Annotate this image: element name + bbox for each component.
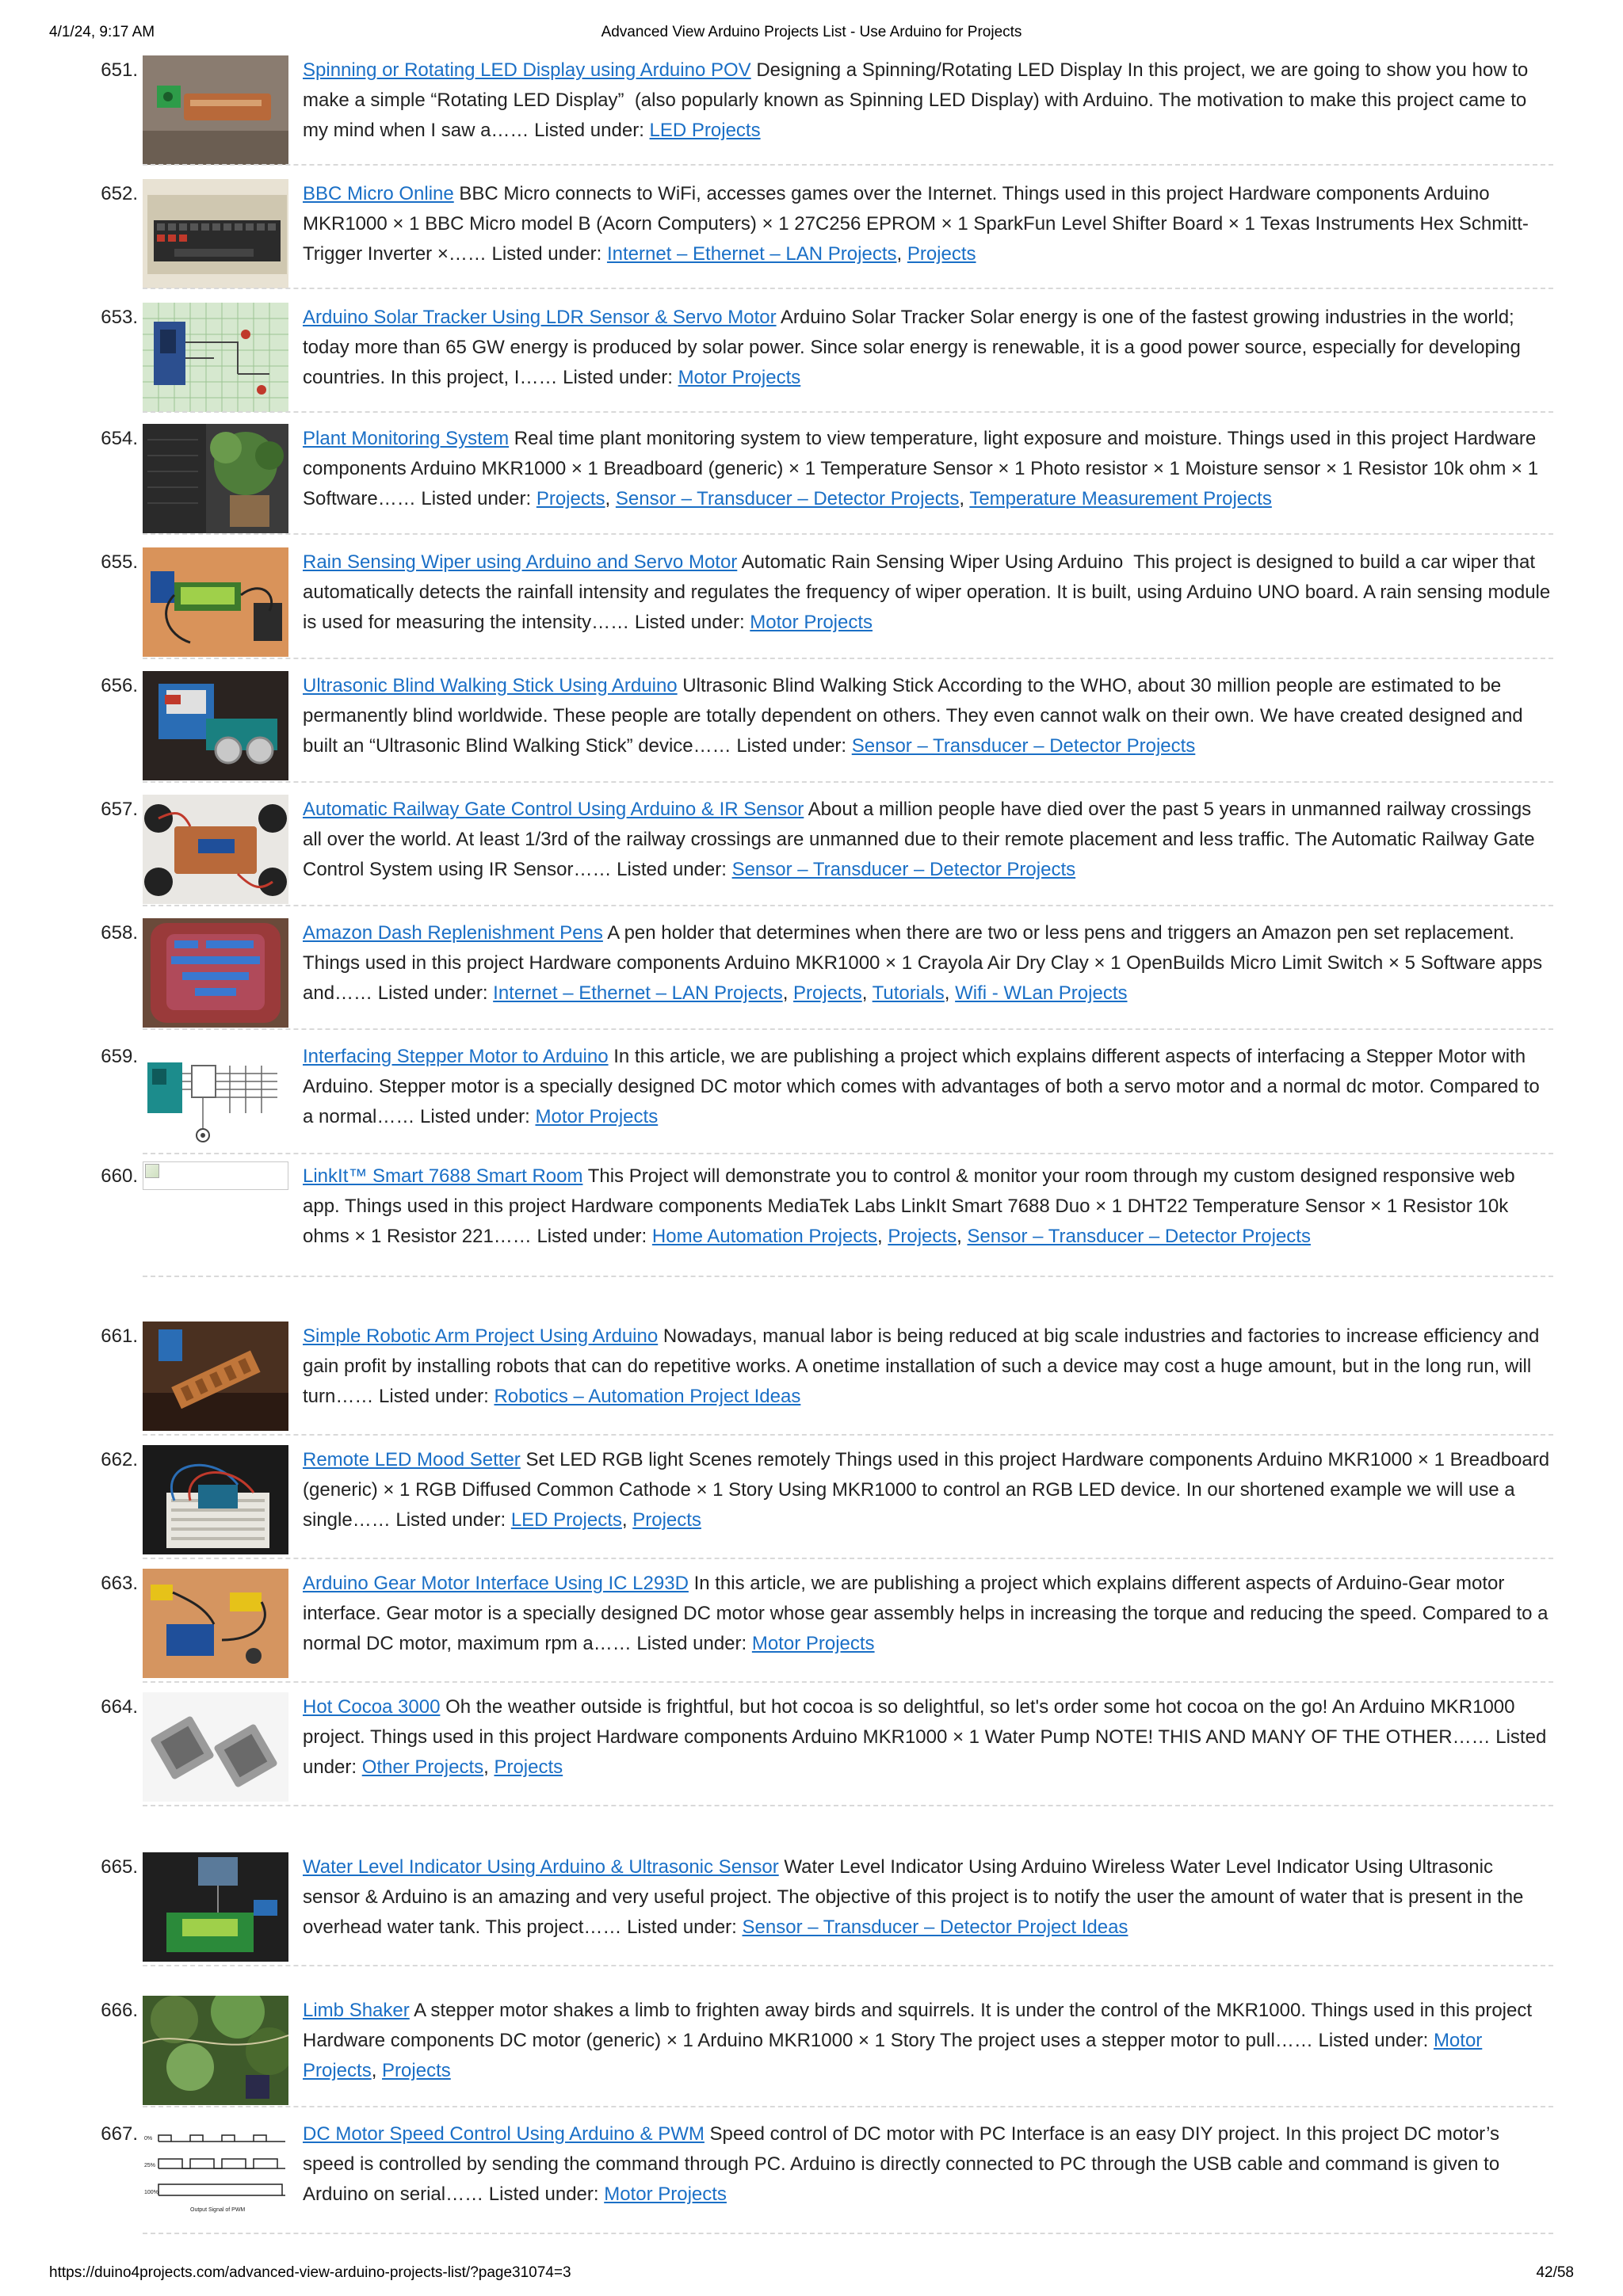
- category-link[interactable]: Projects: [907, 243, 976, 265]
- item-text: [303, 1852, 1553, 1943]
- item-text: [303, 918, 1553, 1009]
- project-thumbnail[interactable]: [143, 1322, 288, 1431]
- project-description: A pen holder that determines when there are two or less pens and triggers an Amazon pen set replacement. Things used in this project Hardware components Arduino MKR1000 × 1 Crayola Air Dry Clay × 1 OpenBuilds Micro Limit Switch × 5 Software apps and……: [303, 922, 1543, 1004]
- category-link[interactable]: Sensor – Transducer – Detector Projects: [615, 488, 960, 509]
- item-divider: [143, 533, 1553, 535]
- project-title-link[interactable]: Limb Shaker: [303, 2000, 410, 2021]
- project-description: In this article, we are publishing a project which explains different aspects of Arduino-Gear motor interface. Gear motor is a specially designed DC motor whose gear assembly helps in increasing the torque and reducing the speed. Compared to a normal DC motor, maximum rpm a……: [303, 1573, 1549, 1654]
- listed-under-label: Listed under:: [491, 243, 607, 265]
- item-number: 654.: [101, 428, 138, 449]
- broken-image-icon: [145, 1164, 159, 1178]
- category-separator: ,: [861, 982, 873, 1004]
- listed-under-label: Listed under:: [537, 1226, 652, 1247]
- listed-under-label: Listed under:: [534, 120, 650, 141]
- listed-under-label: Listed under:: [395, 1509, 511, 1531]
- item-divider: [143, 1153, 1553, 1154]
- category-link[interactable]: Tutorials: [872, 982, 945, 1004]
- item-divider: [143, 1558, 1553, 1559]
- project-description: Set LED RGB light Scenes remotely Things used in this project Hardware components Arduino MKR1000 × 1 Breadboard (generic) × 1 RGB Diffused Common Cathode × 1 Story Using MKR1000 to control an RGB LED device. In our shortened example we will use a single……: [303, 1449, 1550, 1531]
- category-separator: ,: [782, 982, 794, 1004]
- category-link[interactable]: LED Projects: [649, 120, 761, 141]
- listed-under-label: Listed under:: [488, 2183, 605, 2205]
- category-separator: ,: [896, 243, 907, 265]
- category-separator: ,: [877, 1226, 888, 1247]
- project-description: Automatic Rain Sensing Wiper Using Arduino This project is designed to build a car wiper that automatically detects the rainfall intensity and regulates the frequency of wiper operation. It is built, using Arduino UNO board. A rain sensing module is used for measuring the intensity……: [303, 551, 1551, 633]
- svg-text:25%: 25%: [144, 2163, 156, 2168]
- project-thumbnail[interactable]: [143, 1692, 288, 1802]
- project-description: BBC Micro connects to WiFi, accesses games over the Internet. Things used in this project Hardware components Arduino MKR1000 × 1 BBC Micro model B (Acorn Computers) × 1 27C256 EPROM × 1 SparkFun Level Shifter Board × 1 Texas Instruments Hex Schmitt-Trigger Inverter ×……: [303, 183, 1529, 265]
- category-separator: ,: [957, 1226, 968, 1247]
- project-thumbnail[interactable]: [143, 1161, 288, 1190]
- item-text: [303, 424, 1553, 514]
- project-title-link[interactable]: Arduino Solar Tracker Using LDR Sensor & Servo Motor: [303, 307, 777, 328]
- item-number: 656.: [101, 675, 138, 696]
- project-description: Ultrasonic Blind Walking Stick According to the WHO, about 30 million people are estimated to be permanently blind worldwide. These people are totally dependent on others. They even cannot walk on their own. We have created designed and built an “Ultrasonic Blind Walking Stick” device……: [303, 675, 1523, 757]
- item-number: 652.: [101, 183, 138, 204]
- item-number: 661.: [101, 1325, 138, 1347]
- item-text: [303, 1161, 1553, 1252]
- category-separator: ,: [483, 1756, 495, 1778]
- category-separator: ,: [371, 2060, 383, 2081]
- item-divider: [143, 288, 1553, 289]
- project-thumbnail[interactable]: [143, 303, 288, 412]
- project-title-link[interactable]: Rain Sensing Wiper using Arduino and Servo Motor: [303, 551, 738, 573]
- item-number: 655.: [101, 551, 138, 573]
- project-title-link[interactable]: BBC Micro Online: [303, 183, 454, 204]
- project-title-link[interactable]: Hot Cocoa 3000: [303, 1696, 441, 1718]
- category-link[interactable]: Internet – Ethernet – LAN Projects: [606, 243, 897, 265]
- category-link[interactable]: Temperature Measurement Projects: [969, 488, 1272, 509]
- category-separator: ,: [959, 488, 970, 509]
- item-divider: [143, 1965, 1553, 1966]
- project-title-link[interactable]: Spinning or Rotating LED Display using Arduino POV: [303, 59, 751, 81]
- item-text: [303, 1042, 1553, 1132]
- project-title-link[interactable]: Remote LED Mood Setter: [303, 1449, 521, 1470]
- item-text: [303, 671, 1553, 761]
- item-divider: [143, 1276, 1553, 1277]
- item-divider: [143, 1805, 1553, 1806]
- category-link[interactable]: Motor Projects: [751, 1633, 875, 1654]
- listed-under-label: Listed under:: [736, 735, 852, 757]
- project-description: In this article, we are publishing a project which explains different aspects of interfacing a Stepper Motor with Arduino. Stepper motor is a specially designed DC motor which comes with advantages of both a servo motor and a normal dc motor. Compared to a normal……: [303, 1046, 1540, 1127]
- category-link[interactable]: Sensor – Transducer – Detector Project Ideas: [742, 1917, 1128, 1938]
- item-divider: [143, 781, 1553, 783]
- item-text: [303, 1692, 1553, 1783]
- item-divider: [143, 658, 1553, 659]
- project-thumbnail[interactable]: [143, 918, 288, 1028]
- category-separator: ,: [621, 1509, 633, 1531]
- item-text: [303, 795, 1553, 885]
- project-title-link[interactable]: Ultrasonic Blind Walking Stick Using Arduino: [303, 675, 678, 696]
- category-link[interactable]: Sensor – Transducer – Detector Projects: [967, 1226, 1311, 1247]
- item-divider: [143, 905, 1553, 906]
- listed-under-label: Listed under:: [634, 612, 750, 633]
- print-url: https://duino4projects.com/advanced-view-arduino-projects-list/?page31074=3: [49, 2264, 571, 2281]
- category-link[interactable]: Motor Projects: [535, 1106, 659, 1127]
- item-text: [303, 1996, 1553, 2086]
- category-link[interactable]: Projects: [632, 1509, 701, 1531]
- listed-under-label: Listed under:: [1318, 2030, 1434, 2051]
- listed-under-label: Listed under:: [377, 982, 494, 1004]
- project-title-link[interactable]: Automatic Railway Gate Control Using Arduino & IR Sensor: [303, 799, 804, 820]
- listed-under-label: Listed under:: [421, 488, 537, 509]
- item-text: [303, 1445, 1553, 1535]
- item-number: 662.: [101, 1449, 138, 1470]
- category-link[interactable]: LED Projects: [510, 1509, 622, 1531]
- listed-under-label: Listed under:: [420, 1106, 536, 1127]
- category-link[interactable]: Motor Projects: [604, 2183, 727, 2205]
- item-divider: [143, 2106, 1553, 2107]
- item-text: [303, 1322, 1553, 1412]
- category-link[interactable]: Motor Projects: [303, 2030, 1483, 2081]
- item-divider: [143, 1028, 1553, 1030]
- project-title-link[interactable]: Simple Robotic Arm Project Using Arduino: [303, 1325, 659, 1347]
- category-link[interactable]: Robotics – Automation Project Ideas: [494, 1386, 801, 1407]
- item-divider: [143, 411, 1553, 413]
- category-link[interactable]: Projects: [382, 2060, 451, 2081]
- category-separator: ,: [944, 982, 956, 1004]
- category-link[interactable]: Home Automation Projects: [651, 1226, 878, 1247]
- category-link[interactable]: Wifi - WLan Projects: [955, 982, 1128, 1004]
- project-description: Speed control of DC motor with PC Interface is an easy DIY project. In this project DC motor’s speed is controlled by sending the command through PC. Arduino is directly connected to PC through the USB cable and command is given to Arduino on serial……: [303, 2123, 1500, 2205]
- item-divider: [143, 2233, 1553, 2234]
- print-footer: [49, 2264, 1574, 2288]
- project-thumbnail[interactable]: [143, 547, 288, 657]
- print-title: Advanced View Arduino Projects List - Use Arduino for Projects: [601, 24, 1022, 40]
- item-text: [303, 179, 1553, 269]
- print-header: [49, 24, 1574, 48]
- item-text: [303, 2119, 1553, 2210]
- item-divider: [143, 1434, 1553, 1436]
- category-link[interactable]: Projects: [793, 982, 862, 1004]
- page-number: 42/58: [1536, 2264, 1574, 2281]
- project-description: Designing a Spinning/Rotating LED Display In this project, we are going to show you how to make a simple “Rotating LED Display” (also popularly known as Spinning LED Display) with Arduino. The motivation to make this project came to my mind when I saw a……: [303, 59, 1529, 141]
- item-text: [303, 1569, 1553, 1659]
- listed-under-label: Listed under:: [636, 1633, 752, 1654]
- category-separator: ,: [605, 488, 616, 509]
- svg-text:100%: 100%: [144, 2190, 158, 2195]
- project-thumbnail[interactable]: [143, 795, 288, 904]
- category-link[interactable]: Motor Projects: [750, 612, 873, 633]
- category-link[interactable]: Projects: [536, 488, 605, 509]
- project-title-link[interactable]: Interfacing Stepper Motor to Arduino: [303, 1046, 609, 1067]
- category-link[interactable]: Sensor – Transducer – Detector Projects: [851, 735, 1196, 757]
- listed-under-label: Listed under:: [617, 859, 732, 880]
- category-link[interactable]: Motor Projects: [678, 367, 801, 388]
- project-description: About a million people have died over the past 5 years in unmanned railway crossings all over the world. At least 1/3rd of the railway crossings are unmanned due to their remote placement and less traffic. The Automatic Railway Gate Control System using IR Sensor……: [303, 799, 1535, 880]
- project-thumbnail[interactable]: [143, 1996, 288, 2105]
- category-link[interactable]: Projects: [888, 1226, 957, 1247]
- project-thumbnail[interactable]: [143, 1042, 288, 1151]
- project-description: This Project will demonstrate you to control & monitor your room through my custom designed responsive web app. Things used in this project Hardware components MediaTek Labs LinkIt Smart 7688 Duo × 1 DHT22 Temperature Sensor × 1 Resistor 10k ohms × 1 Resistor 221……: [303, 1165, 1515, 1247]
- project-description: A stepper motor shakes a limb to frighten away birds and squirrels. It is under the control of the MKR1000. Things used in this project Hardware components DC motor (generic) × 1 Arduino MKR1000 × 1 Story The project uses a stepper motor to pull……: [303, 2000, 1533, 2051]
- item-number: 657.: [101, 799, 138, 820]
- project-description: Nowadays, manual labor is being reduced at big scale industries and factories to increase efficiency and gain profit by installing robots that can do repetitive works. A onetime installation of such a device may cost a huge amount, but in the long run, will turn……: [303, 1325, 1540, 1407]
- project-title-link[interactable]: DC Motor Speed Control Using Arduino & PWM: [303, 2123, 705, 2145]
- item-number: 659.: [101, 1046, 138, 1067]
- project-title-link[interactable]: Amazon Dash Replenishment Pens: [303, 922, 603, 944]
- item-text: [303, 547, 1553, 638]
- project-title-link[interactable]: Plant Monitoring System: [303, 428, 510, 449]
- category-link[interactable]: Projects: [494, 1756, 563, 1778]
- svg-text:Output Signal of PWM: Output Signal of PWM: [190, 2207, 246, 2213]
- project-title-link[interactable]: Arduino Gear Motor Interface Using IC L293D: [303, 1573, 689, 1594]
- item-number: 667.: [101, 2123, 138, 2145]
- item-number: 665.: [101, 1856, 138, 1878]
- print-datetime: 4/1/24, 9:17 AM: [49, 24, 155, 40]
- listed-under-label: Listed under:: [627, 1917, 743, 1938]
- item-number: 664.: [101, 1696, 138, 1718]
- listed-under-label: Listed under:: [379, 1386, 495, 1407]
- category-link[interactable]: Sensor – Transducer – Detector Projects: [731, 859, 1076, 880]
- project-thumbnail[interactable]: [143, 179, 288, 288]
- project-thumbnail[interactable]: [143, 1852, 288, 1962]
- item-number: 658.: [101, 922, 138, 944]
- project-description: Arduino Solar Tracker Solar energy is one of the fastest growing industries in the world; today more than 65 GW energy is produced by solar power. Since solar energy is renewable, it is a good power source, especially for developing countries. In this project, I……: [303, 307, 1521, 388]
- item-number: 660.: [101, 1165, 138, 1187]
- item-divider: [143, 1681, 1553, 1683]
- project-thumbnail[interactable]: [143, 1569, 288, 1678]
- item-number: 666.: [101, 2000, 138, 2021]
- project-description: Oh the weather outside is frightful, but hot cocoa is so delightful, so let's order some hot cocoa on the go! An Arduino MKR1000 project. Things used in this project Hardware components Arduino MKR1000 × 1 Water Pump NOTE! THIS AND MANY OF THE OTHER……: [303, 1696, 1515, 1748]
- item-number: 663.: [101, 1573, 138, 1594]
- category-link[interactable]: Other Projects: [361, 1756, 484, 1778]
- item-text: [303, 55, 1553, 146]
- item-number: 651.: [101, 59, 138, 81]
- project-description: Real time plant monitoring system to view temperature, light exposure and moisture. Things used in this project Hardware components Arduino MKR1000 × 1 Breadboard (generic) × 1 Temperature Sensor × 1 Photo resistor × 1 Moisture sensor × 1 Resistor 10k ohm × 1 Software……: [303, 428, 1539, 509]
- project-thumbnail[interactable]: [143, 424, 288, 533]
- project-description: Water Level Indicator Using Arduino Wireless Water Level Indicator Using Ultrasonic sensor & Arduino is an amazing and very useful project. The objective of this project is to notify the user the amount of water that is present in the overhead water tank. This project……: [303, 1856, 1524, 1938]
- project-title-link[interactable]: LinkIt™ Smart 7688 Smart Room: [303, 1165, 583, 1187]
- listed-under-label: Listed under:: [303, 1726, 1547, 1778]
- project-thumbnail[interactable]: [143, 671, 288, 780]
- project-thumbnail[interactable]: [143, 55, 288, 165]
- item-number: 653.: [101, 307, 138, 328]
- project-thumbnail[interactable]: [143, 1445, 288, 1554]
- project-title-link[interactable]: Water Level Indicator Using Arduino & Ultrasonic Sensor: [303, 1856, 779, 1878]
- project-thumbnail[interactable]: [143, 2119, 288, 2229]
- item-text: [303, 303, 1553, 393]
- listed-under-label: Listed under:: [563, 367, 678, 388]
- category-link[interactable]: Internet – Ethernet – LAN Projects: [493, 982, 783, 1004]
- item-divider: [143, 164, 1553, 166]
- svg-text:0%: 0%: [144, 2136, 153, 2142]
